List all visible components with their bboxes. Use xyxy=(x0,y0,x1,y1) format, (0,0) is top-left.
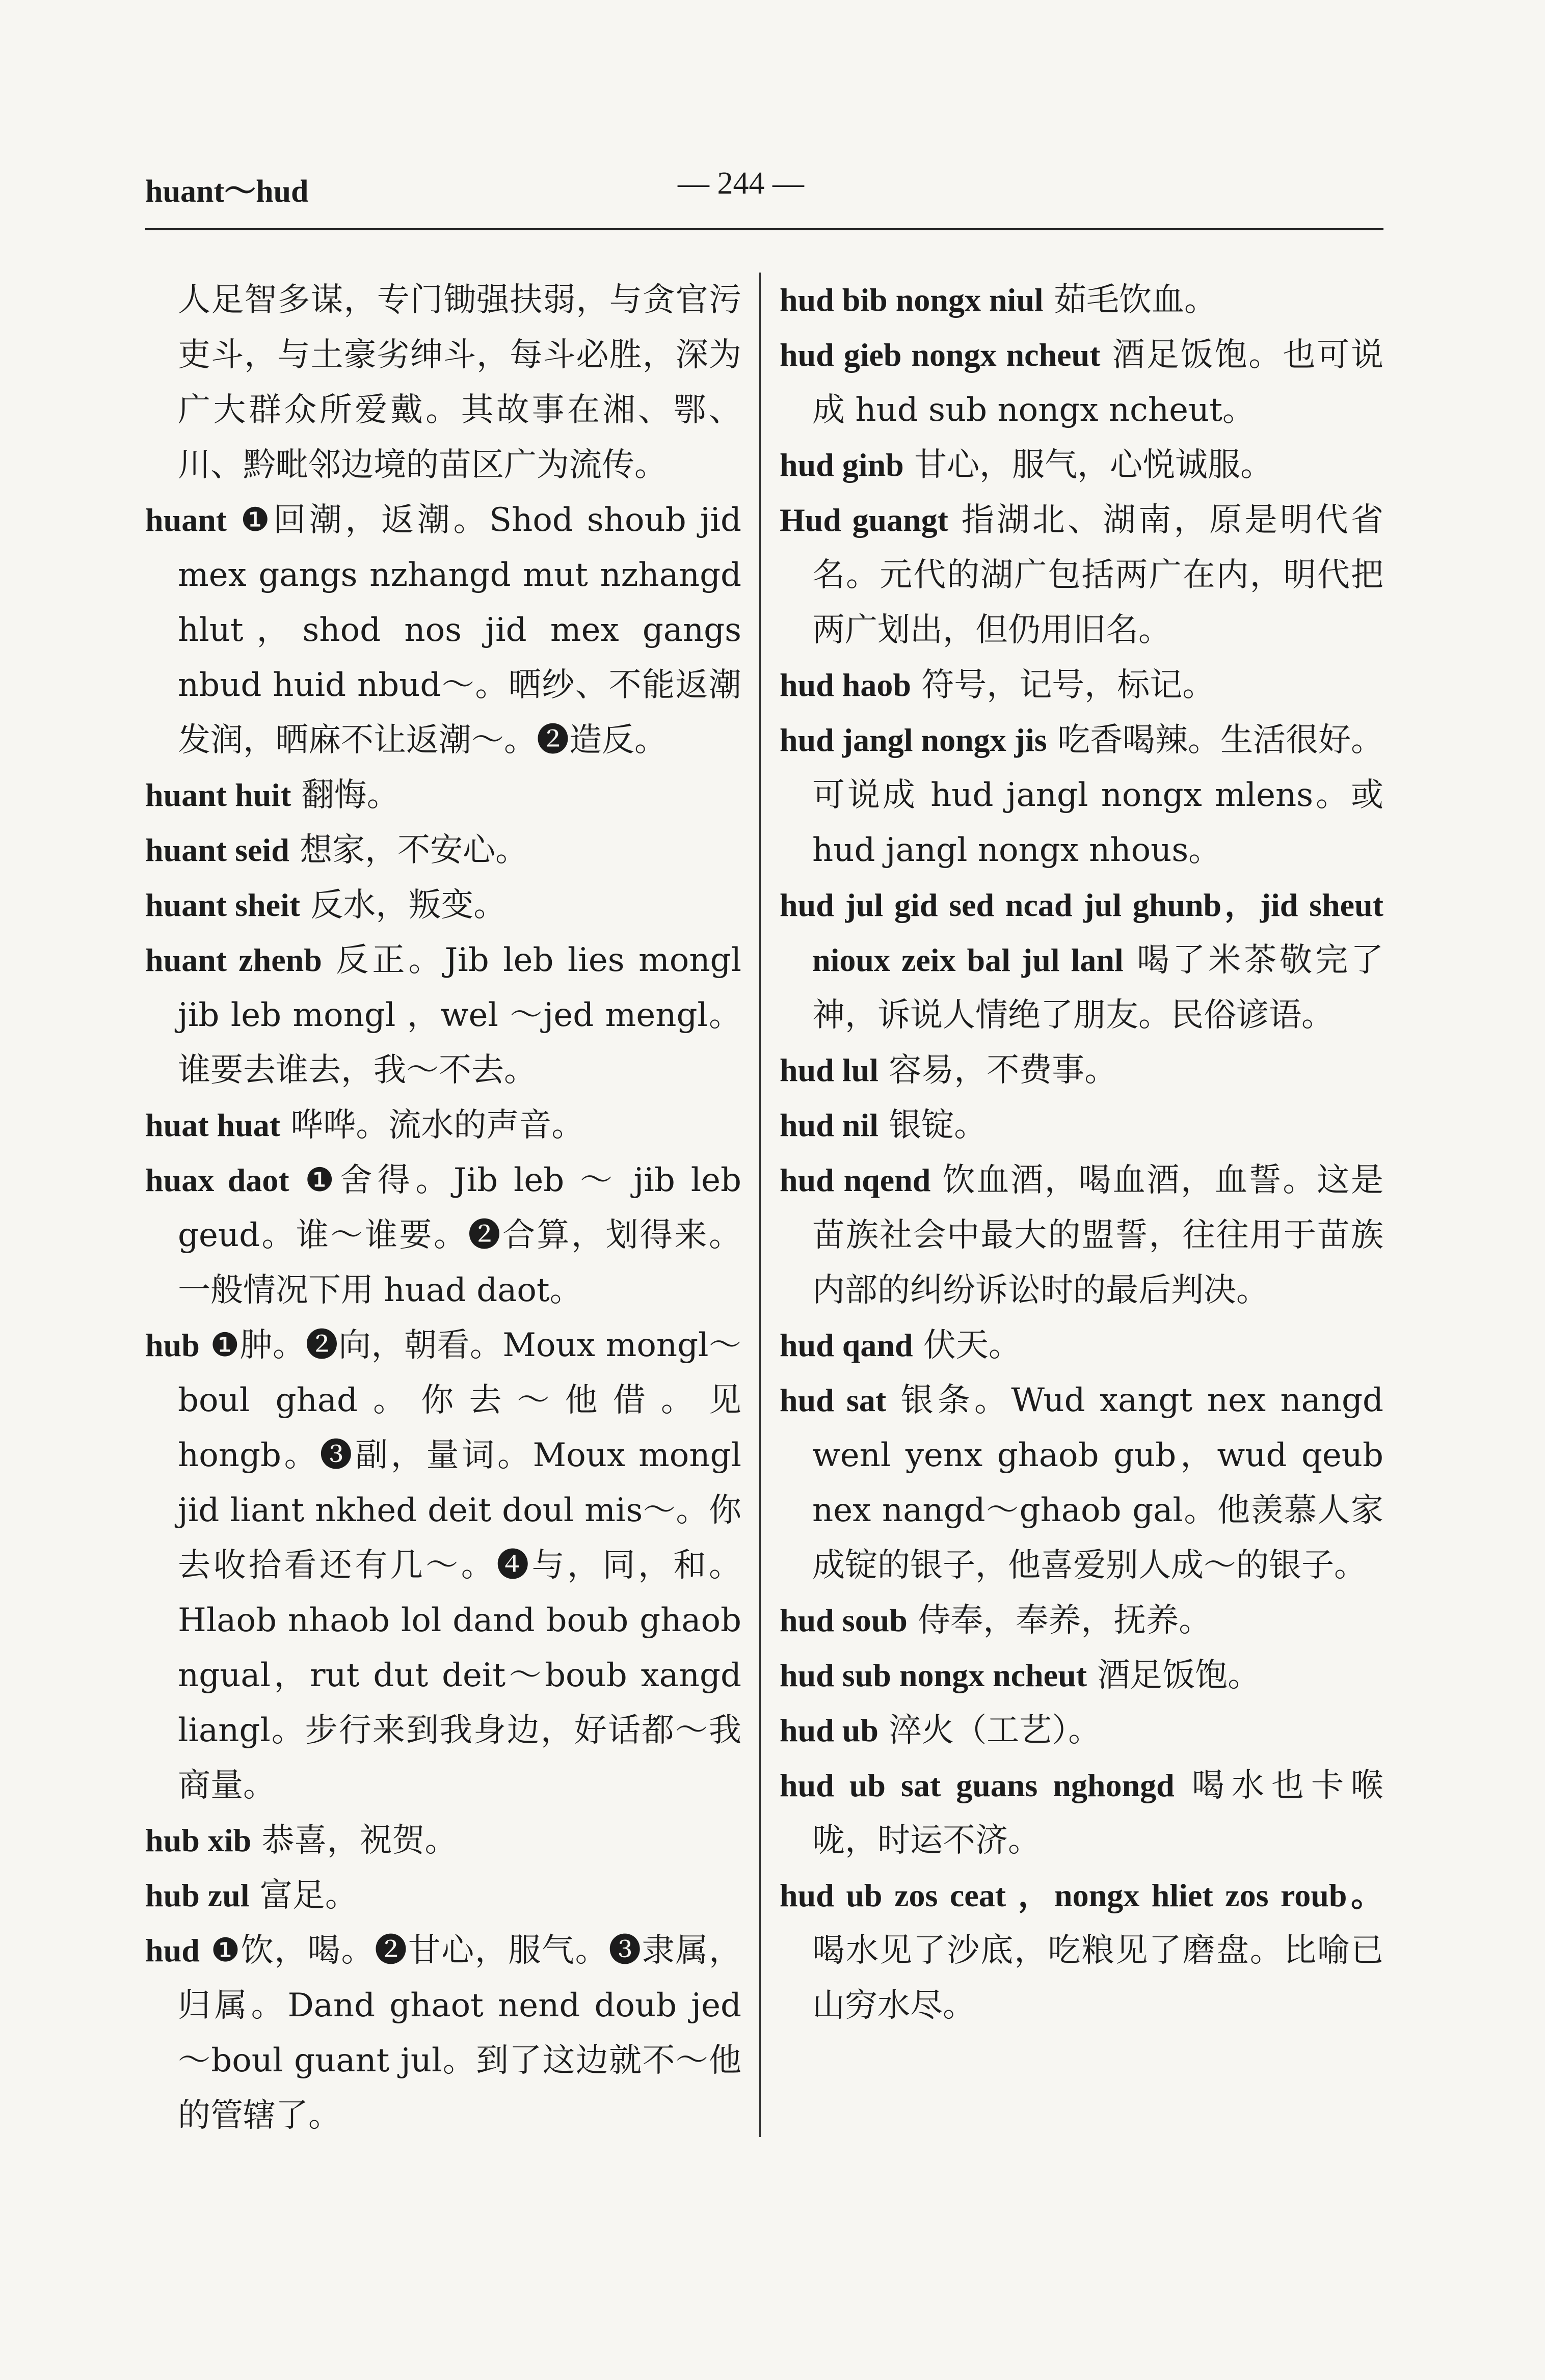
entry-definition: 恭喜，祝贺。 xyxy=(261,1822,458,1859)
entry-definition: 银锭。 xyxy=(889,1106,987,1144)
entry-definition: 侍奉，奉养，抚养。 xyxy=(918,1602,1212,1639)
entry-headword: hud sat xyxy=(780,1382,887,1418)
dictionary-entry-continued xyxy=(145,273,741,493)
entry-definition: 喝了米茶敬完了神，诉说人情绝了朋友。民俗谚语。 xyxy=(812,941,1384,1034)
entry-headword: hud lul xyxy=(780,1052,878,1088)
entry-headword: hub xyxy=(145,1327,200,1363)
dictionary-entry xyxy=(145,1318,741,1813)
entry-definition: 指湖北、湖南，原是明代省名。元代的湖广包括两广在内，明代把两广划出，但仍用旧名。 xyxy=(812,501,1384,649)
entry-definition: 哗哗。流水的声音。 xyxy=(290,1106,584,1144)
entry-definition: 伏天。 xyxy=(923,1327,1021,1364)
entry-headword: hud xyxy=(145,1932,200,1968)
dictionary-entry xyxy=(145,1153,741,1318)
entry-definition: 想家，不安心。 xyxy=(300,831,528,869)
entry-definition: 人足智多谋，专门锄强扶弱，与贪官污吏斗，与土豪劣绅斗，每斗必胜，深为广大群众所爱戴。其故事在湘、鄂、川、黔毗邻边境的苗区广为流传。 xyxy=(178,281,741,484)
dictionary-entry xyxy=(780,328,1383,438)
entry-headword: huant seid xyxy=(145,832,289,868)
dictionary-entry xyxy=(780,1593,1383,1648)
entry-definition: 富足。 xyxy=(259,1877,358,1914)
dictionary-entry xyxy=(780,493,1383,658)
entry-definition: 淬火（工艺）。 xyxy=(889,1712,1101,1749)
entry-headword: hud jul gid sed ncad jul ghunb，jid sheut nioux zeix bal jul lanl xyxy=(780,887,1383,978)
entry-headword: hud qand xyxy=(780,1327,913,1363)
entry-headword: hud ub xyxy=(780,1712,878,1748)
header-rule xyxy=(145,228,1383,230)
entry-definition: 甘心，服气，心悦诚服。 xyxy=(914,446,1273,484)
running-head xyxy=(145,166,1383,222)
entry-headword: Hud guangt xyxy=(780,502,948,538)
dictionary-entry xyxy=(780,1648,1383,1703)
dictionary-entry xyxy=(780,1703,1383,1758)
dictionary-entry xyxy=(780,1098,1383,1153)
dictionary-entry xyxy=(780,1373,1383,1593)
entry-definition: 喝水见了沙底，吃粮见了磨盘。比喻已山穷水尽。 xyxy=(812,1932,1383,2024)
dictionary-entry xyxy=(780,1758,1383,1868)
entry-headword: hud ginb xyxy=(780,447,904,483)
page-number: — 244 — xyxy=(678,166,804,201)
dictionary-entry xyxy=(145,768,741,823)
right-column xyxy=(780,273,1383,2033)
entry-headword: huant sheit xyxy=(145,887,301,923)
dictionary-entry xyxy=(780,273,1383,328)
entry-definition: 喝水也卡喉咙，时运不济。 xyxy=(812,1767,1383,1859)
dictionary-entry xyxy=(780,1153,1383,1318)
entry-definition: 饮血酒，喝血酒，血誓。这是苗族社会中最大的盟誓，往往用于苗族内部的纠纷诉讼时的最后判决。 xyxy=(812,1161,1384,1309)
entry-definition: ❶肿。❷向，朝看。Moux mongl～boul ghad。你去～他借。见 hongb。❸副，量词。Moux mongl jid liant nkhed deit doul mis～。你去收拾看还有几～。❹与，同，和。Hlaob nhaob lol dand boub ghaob ngual，rut dut deit～boub xangd liangl。步行来到我身边，好话都～我商量。 xyxy=(178,1327,742,1804)
dictionary-entry xyxy=(145,1813,741,1868)
entry-headword: hud gieb nongx ncheut xyxy=(780,337,1101,373)
dictionary-entry xyxy=(780,713,1383,878)
entry-headword: hud sub nongx ncheut xyxy=(780,1657,1087,1693)
entry-definition: 容易，不费事。 xyxy=(889,1051,1117,1089)
entry-headword: hud nqend xyxy=(780,1162,931,1198)
dictionary-entry xyxy=(145,1868,741,1923)
entry-definition: ❶回潮，返潮。Shod shoub jid mex gangs nzhangd mut nzhangd hlut，shod nos jid mex gangs nbud huid nbud～。晒纱、不能返潮发润，晒麻不让返潮～。❷造反。 xyxy=(178,501,741,759)
entry-headword: huant xyxy=(145,502,227,538)
entry-definition: ❶舍得。Jib leb ～ jib leb geud。谁～谁要。❷合算，划得来。一般情况下用 huad daot。 xyxy=(178,1161,742,1309)
entry-headword: hud bib nongx niul xyxy=(780,282,1044,318)
dictionary-entry xyxy=(145,1098,741,1153)
entry-headword: hud ub sat guans nghongd xyxy=(780,1767,1175,1803)
entry-headword: huat huat xyxy=(145,1107,280,1143)
dictionary-entry xyxy=(145,878,741,933)
dictionary-entry xyxy=(780,878,1383,1043)
entry-headword: huant zhenb xyxy=(145,942,322,978)
dictionary-entry xyxy=(145,823,741,878)
entry-definition: 酒足饭饱。也可说成 hud sub nongx ncheut。 xyxy=(812,336,1384,429)
entry-definition: 反水，叛变。 xyxy=(310,886,507,924)
entry-definition: 银条。Wud xangt nex nangd wenl yenx ghaob gub，wud qeub nex nangd～ghaob gal。他羡慕人家成锭的银子，他喜爱别人成～的银子。 xyxy=(812,1382,1383,1584)
entry-headword: hub xib xyxy=(145,1822,252,1858)
entry-definition: 酒足饭饱。 xyxy=(1097,1657,1261,1694)
entry-definition: ❶饮，喝。❷甘心，服气。❸隶属，归属。Dand ghaot nend doub jed～boul guant jul。到了这边就不～他的管辖了。 xyxy=(178,1932,741,2134)
dictionary-entry xyxy=(780,658,1383,713)
left-column xyxy=(145,273,741,2143)
dictionary-entry xyxy=(145,933,741,1098)
column-divider xyxy=(759,273,761,2137)
dictionary-entry xyxy=(780,1318,1383,1373)
entry-definition: 茹毛饮血。 xyxy=(1054,281,1217,319)
entry-headword: huax daot xyxy=(145,1162,289,1198)
entry-headword: hud haob xyxy=(780,667,911,703)
entry-definition: 吃香喝辣。生活很好。可说成 hud jangl nongx mlens。或 hud jangl nongx nhous。 xyxy=(812,721,1383,869)
entry-headword: hud nil xyxy=(780,1107,878,1143)
entry-definition: 翻悔。 xyxy=(301,776,399,814)
entry-headword: hud jangl nongx jis xyxy=(780,722,1047,758)
entry-headword: hud soub xyxy=(780,1602,908,1638)
entry-headword: huant huit xyxy=(145,777,291,813)
dictionary-entry xyxy=(145,493,741,768)
dictionary-entry xyxy=(145,1923,741,2143)
dictionary-entry xyxy=(780,1043,1383,1098)
entry-headword: hud ub zos ceat ，nongx hliet zos roub。 xyxy=(780,1877,1383,1913)
entry-definition: 符号，记号，标记。 xyxy=(921,666,1215,704)
entry-headword: hub zul xyxy=(145,1877,250,1913)
entry-definition: 反正。Jib leb lies mongl jib leb mongl ，wel ～jed mengl。谁要去谁去，我～不去。 xyxy=(178,941,741,1089)
dictionary-entry xyxy=(780,438,1383,493)
guide-words: huant～hud xyxy=(145,174,309,209)
dictionary-entry xyxy=(780,1868,1383,2033)
